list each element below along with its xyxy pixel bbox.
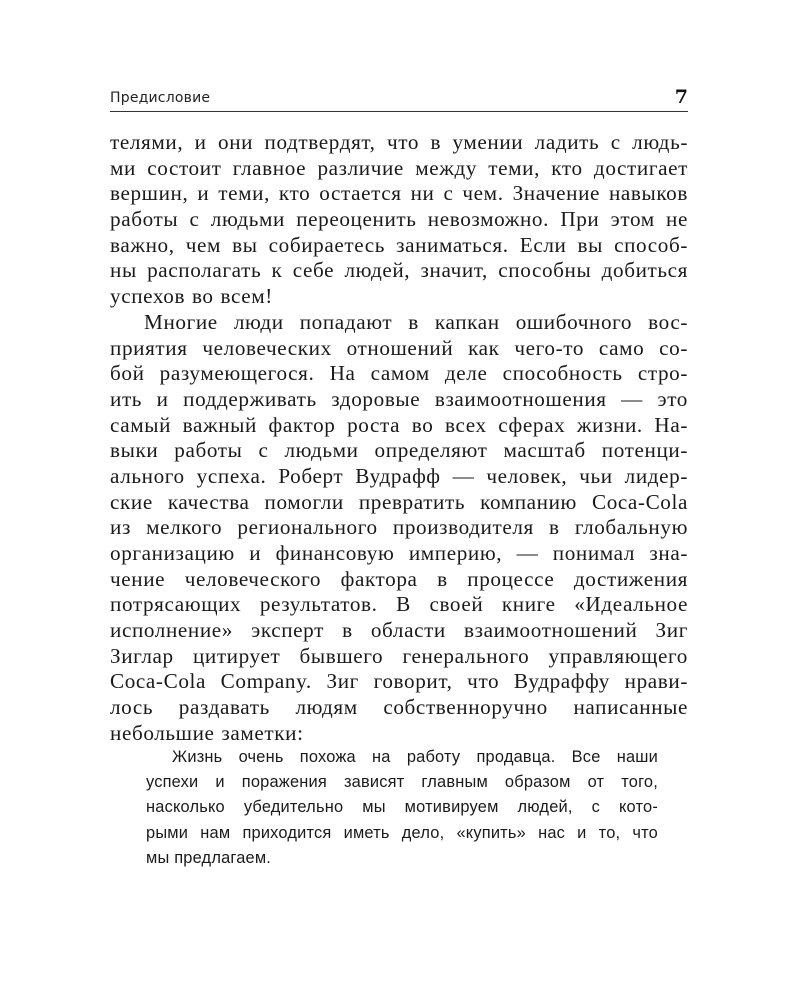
text-line: организацию и финансовую империю, — понимал зна- xyxy=(110,541,688,565)
text-line: ить и поддерживать здоровые взаимоотношения — это xyxy=(110,386,688,411)
text-line: небольшие заметки: xyxy=(110,720,304,745)
quote-line: насколько убедительно мы мотивируем людей, с кото- xyxy=(146,798,658,817)
text-line: выки работы с людьми определяют масштаб потенци- xyxy=(110,438,688,463)
text-line: исполнение» эксперт в области взаимоотношений Зиг xyxy=(110,618,688,643)
page-header xyxy=(110,84,688,112)
text-line: успехов во всем! xyxy=(110,284,273,309)
text-line: потрясающих результатов. В своей книге «Идеальное xyxy=(110,592,688,617)
text-line: Coca-Cola Company. Зиг говорит, что Вудраффу нрави- xyxy=(110,669,688,694)
text-line: из мелкого регионального производителя в глобальную xyxy=(110,515,688,540)
text-line: Многие люди попадают в капкан ошибочного вос- xyxy=(144,309,688,334)
page-number: 7 xyxy=(674,86,688,108)
paragraph-2 xyxy=(110,310,688,747)
text-line: важно, чем вы собираетесь заниматься. Если вы способ- xyxy=(110,232,688,257)
text-line: ального успеха. Роберт Вудрафф — человек, чьи лидер- xyxy=(110,463,688,488)
text-line: работы с людьми переоценить невозможно. При этом не xyxy=(110,207,688,232)
text-line: ми состоит главное различие между теми, кто достигает xyxy=(110,155,688,180)
text-line: приятия человеческих отношений как чего-то само со- xyxy=(110,335,688,360)
paragraph-1 xyxy=(110,130,688,310)
text-line: ские качества помогли превратить компанию Coca-Cola xyxy=(110,489,688,514)
text-line: телями, и они подтвердят, что в умении ладить с людь- xyxy=(110,130,688,154)
text-line: бой разумеющегося. На самом деле способность стро- xyxy=(110,361,688,386)
quote-line: успехи и поражения зависят главным образом от того, xyxy=(146,773,658,792)
quote-line: мы предлагаем. xyxy=(146,848,272,867)
text-line: ны располагать к себе людей, значит, способны добиться xyxy=(110,258,688,283)
text-line: вершин, и теми, кто остается ни с чем. Значение навыков xyxy=(110,181,688,206)
header-rule xyxy=(110,111,688,112)
text-line: самый важный фактор роста во всех сферах жизни. На- xyxy=(110,412,688,437)
text-line: Зиглар цитирует бывшего генерального управляющего xyxy=(110,643,688,668)
text-line: лось раздавать людям собственноручно написанные xyxy=(110,695,688,720)
quote-line: рыми нам приходится иметь дело, «купить» нас и то, что xyxy=(146,823,658,842)
running-head: Предисловие xyxy=(110,90,211,106)
body-text xyxy=(110,130,688,747)
block-quote xyxy=(146,745,658,871)
text-line: чение человеческого фактора в процессе достижения xyxy=(110,566,688,591)
quote-line: Жизнь очень похожа на работу продавца. Все наши xyxy=(172,748,658,766)
